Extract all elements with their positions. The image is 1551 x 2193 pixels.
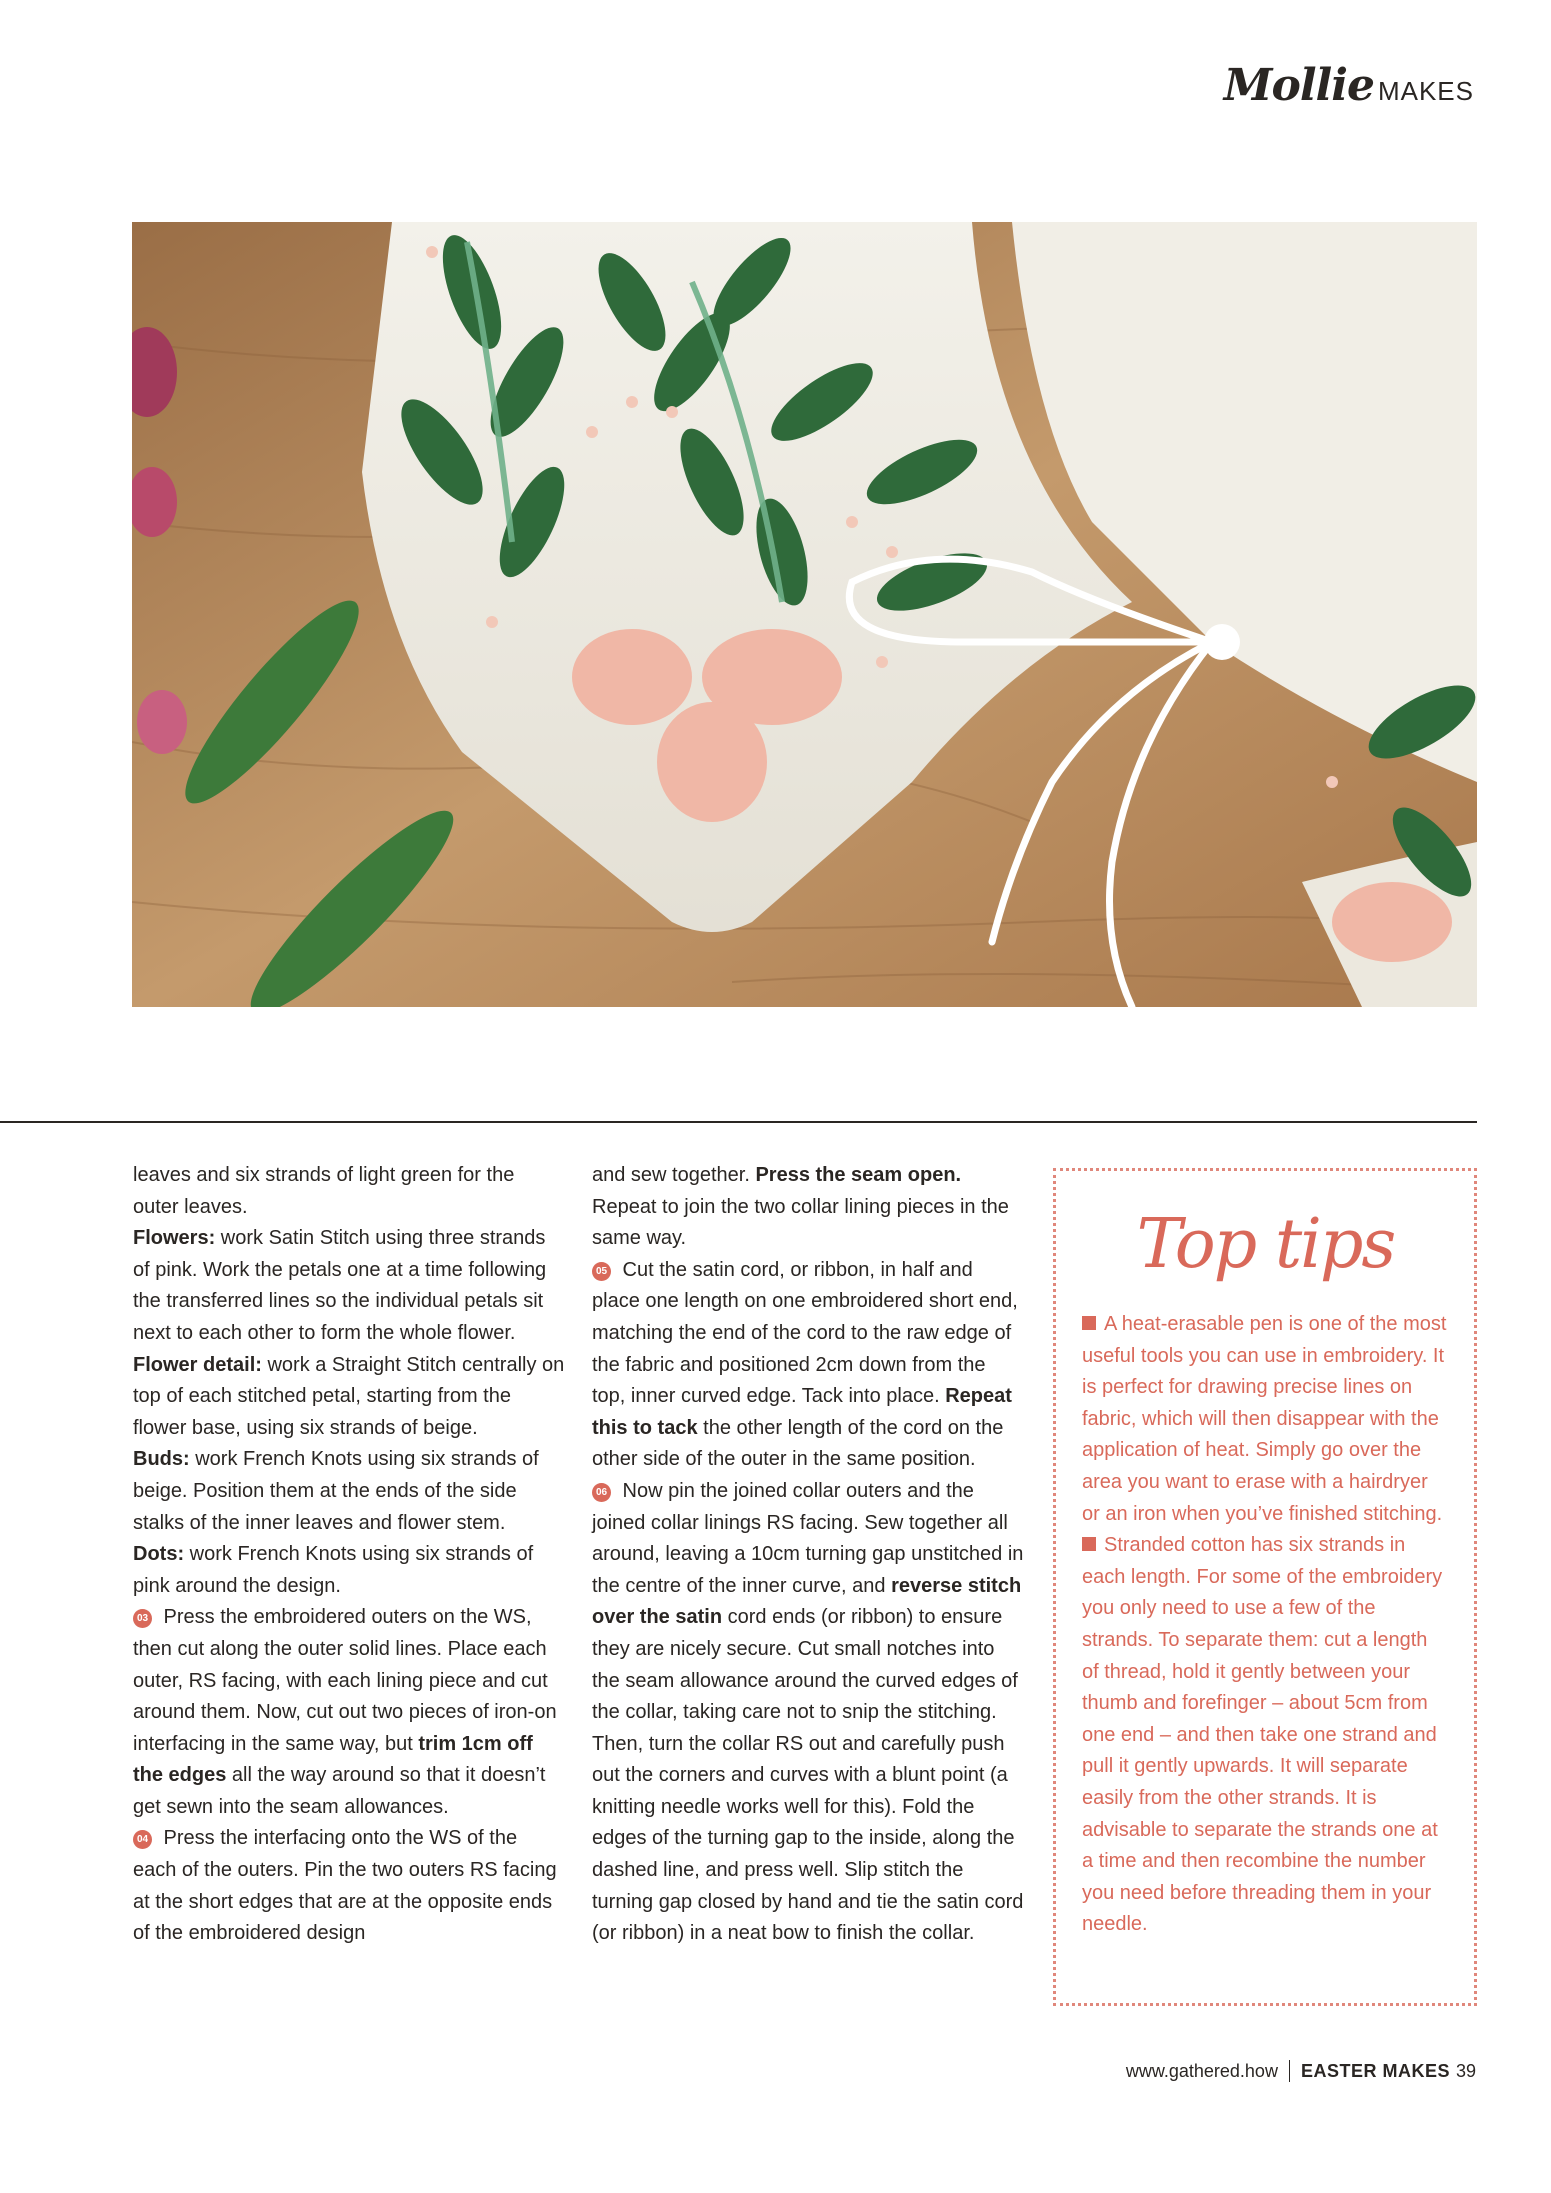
square-bullet-icon [1082, 1537, 1096, 1551]
step-5: 05 Cut the satin cord, or ribbon, in half and place one length on one embroidered short end, matching the end of the cord to the raw edge of the fabric and positioned 2cm down from the top, inner curved edge. Tack into place. Repeat this to tack the other length of the cord on the other side of the outer in the same position. [592, 1258, 1018, 1471]
page-number: 39 [1455, 2060, 1476, 2081]
tip-item: Stranded cotton has six strands in each length. For some of the embroidery you only need to use a few of the strands. To separate them: cut a length of thread, hold it gently between your thumb and forefinger – about 5cm from one end – and then take one strand and pull it gently upwards. It will separate easily from the other strands. It is advisable to separate the strands one at a time and then recombine the number you need before threading them in your needle. [1082, 1534, 1443, 1936]
brand-script: Mollie [1223, 60, 1374, 111]
step-4: 04 Press the interfacing onto the WS of the each of the outers. Pin the two outers RS facing at the short edges that are at the opposite ends of the embroidered design [133, 1827, 557, 1945]
label-buds: Buds: [133, 1448, 190, 1471]
step-number-badge: 06 [592, 1483, 611, 1502]
step-number-badge: 03 [133, 1609, 152, 1628]
step-3: 03 Press the embroidered outers on the WS, then cut along the outer solid lines. Place each outer, RS facing, with each lining piece and cut around them. Now, cut out two pieces of iron-on interfacing in the same way, but trim 1cm off the edges all the way around so that it doesn’t get sewn into the seam allowances. [133, 1606, 557, 1818]
paragraph: and sew together. Press the seam open. Repeat to join the two collar lining pieces in the same way. [592, 1164, 1009, 1250]
step-number-badge: 04 [133, 1830, 152, 1849]
paragraph: Dots: work French Knots using six strands of pink around the design. [133, 1543, 534, 1597]
footer-url: www.gathered.how [1125, 2060, 1278, 2081]
footer-section: EASTER MAKES [1300, 2060, 1450, 2081]
square-bullet-icon [1082, 1316, 1096, 1330]
section-divider [0, 1121, 1477, 1123]
paragraph: Buds: work French Knots using six strands of beige. Position them at the ends of the side stalks of the inner leaves and flower stem. [133, 1448, 539, 1534]
step-6: 06 Now pin the joined collar outers and the joined collar linings RS facing. Sew together all around, leaving a 10cm turning gap unstitched in the centre of the inner curve, and reverse stitch over the satin cord ends (or ribbon) to ensure they are nicely secure. Cut small notches into the seam allowance around the curved edges of the collar, taking care not to snip the stitching. Then, turn the collar RS out and carefully push out the corners and curves with a blunt point (a knitting needle works well for this). Fold the edges of the turning gap to the inside, along the dashed line, and press well. Slip stitch the turning gap closed by hand and tie the satin cord (or ribbon) in a neat bow to finish the collar. [592, 1479, 1024, 1945]
paragraph: Flowers: work Satin Stitch using three strands of pink. Work the petals one at a time following the transferred lines so the individual petals sit next to each other to form the whole flower. [133, 1227, 547, 1344]
label-flowers: Flowers: [133, 1227, 216, 1250]
footer-divider [1289, 2060, 1290, 2082]
tip-item: A heat-erasable pen is one of the most useful tools you can use in embroidery. It is perfect for drawing precise lines on fabric, which will then disappear with the application of heat. Simply go over the area you want to erase with a hairdryer or an iron when you’ve finished stitching. [1082, 1313, 1447, 1525]
top-tips-title: Top tips [1136, 1205, 1395, 1284]
step-number-badge: 05 [592, 1262, 611, 1281]
top-tips-body [1082, 1309, 1449, 1941]
body-column-1 [133, 1160, 565, 1950]
label-flower-detail: Flower detail: [133, 1353, 262, 1376]
top-tips-box [1053, 1168, 1477, 2006]
photo-illustration [132, 222, 1477, 1007]
page-footer [1126, 2060, 1476, 2082]
brand-logo [1224, 60, 1474, 111]
label-dots: Dots: [133, 1543, 185, 1566]
brand-word: MAKES [1377, 76, 1474, 106]
paragraph: leaves and six strands of light green for the outer leaves. [133, 1164, 515, 1218]
body-column-2 [592, 1160, 1024, 1950]
paragraph: Flower detail: work a Straight Stitch centrally on top of each stitched petal, starting from the flower base, using six strands of beige. [133, 1353, 565, 1439]
embroidered-collar-photo [132, 222, 1477, 1007]
